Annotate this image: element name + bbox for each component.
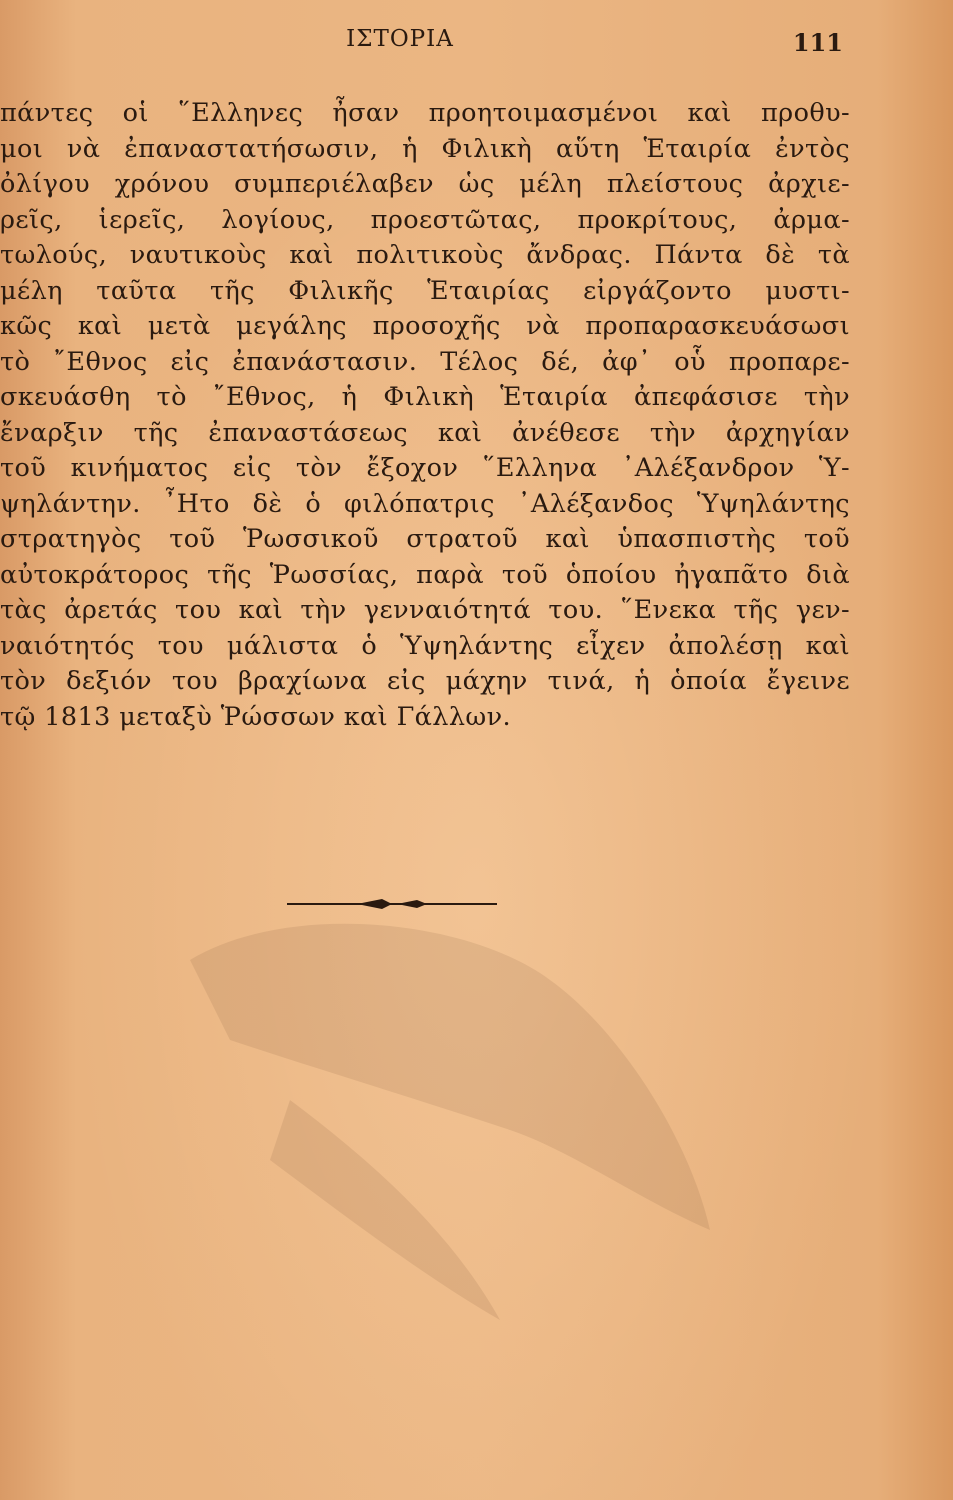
- text-line: τὸν δεξιόν του βραχίωνα εἰς μάχην τινά, ἡ ὁποία ἔγεινε: [0, 666, 850, 696]
- text-line: αὐτοκράτορος τῆς Ῥωσσίας, παρὰ τοῦ ὁποίου ἠγαπᾶτο διὰ: [0, 559, 850, 590]
- text-line: μοι νὰ ἐπαναστατήσωσιν, ἡ Φιλικὴ αὕτη Ἑταιρία ἐντὸς: [0, 133, 850, 164]
- text-line: ναιότητός του μάλιστα ὁ Ὑψηλάντης εἶχεν ἀπολέσῃ καὶ: [0, 630, 850, 661]
- page-header: [0, 26, 953, 66]
- text-line: σκευάσθη τὸ ῎Εθνος, ἡ Φιλικὴ Ἑταιρία ἀπεφάσισε τὴν: [0, 382, 850, 412]
- running-head: ΙΣΤΟΡΙΑ: [346, 26, 454, 52]
- text-line: τοῦ κινήματος εἰς τὸν ἔξοχον ῞Ελληνα ᾿Αλέξανδρον Ὑ-: [0, 453, 850, 483]
- text-line: ἔναρξιν τῆς ἐπαναστάσεως καὶ ἀνέθεσε τὴν ἀρχηγίαν: [0, 417, 850, 448]
- show-through-illustration: [170, 900, 730, 1400]
- page-number: 111: [792, 28, 843, 57]
- text-line: πάντες οἱ ῞Ελληνες ἦσαν προητοιμασμένοι καὶ προθυ-: [0, 98, 850, 128]
- text-line: τὸ ῎Εθνος εἰς ἐπανάστασιν. Τέλος δέ, ἀφ᾽ οὗ προπαρε-: [0, 346, 850, 377]
- text-line: ρεῖς, ἱερεῖς, λογίους, προεστῶτας, προκρίτους, ἀρμα-: [0, 204, 850, 235]
- section-divider-ornament: [287, 897, 497, 911]
- text-line: στρατηγὸς τοῦ Ῥωσσικοῦ στρατοῦ καὶ ὑπασπιστὴς τοῦ: [0, 524, 850, 554]
- text-line: ψηλάντην. ῏Ητο δὲ ὁ φιλόπατρις ᾿Αλέξανδος Ὑψηλάντης: [0, 488, 850, 519]
- text-line: ὀλίγου χρόνου συμπεριέλαβεν ὡς μέλη πλείστους ἀρχιε-: [0, 169, 850, 199]
- text-line: μέλη ταῦτα τῆς Φιλικῆς Ἑταιρίας εἰργάζοντο μυστι-: [0, 275, 850, 306]
- text-line: κῶς καὶ μετὰ μεγάλης προσοχῆς νὰ προπαρασκευάσωσι: [0, 311, 850, 341]
- body-text: [0, 96, 850, 735]
- text-line: τωλούς, ναυτικοὺς καὶ πολιτικοὺς ἄνδρας. Πάντα δὲ τὰ: [0, 240, 850, 270]
- text-line: τὰς ἀρετάς του καὶ τὴν γενναιότητά του. ῞Ενεκα τῆς γεν-: [0, 595, 850, 625]
- text-line: τῷ 1813 μεταξὺ Ῥώσσων καὶ Γάλλων.: [0, 701, 512, 732]
